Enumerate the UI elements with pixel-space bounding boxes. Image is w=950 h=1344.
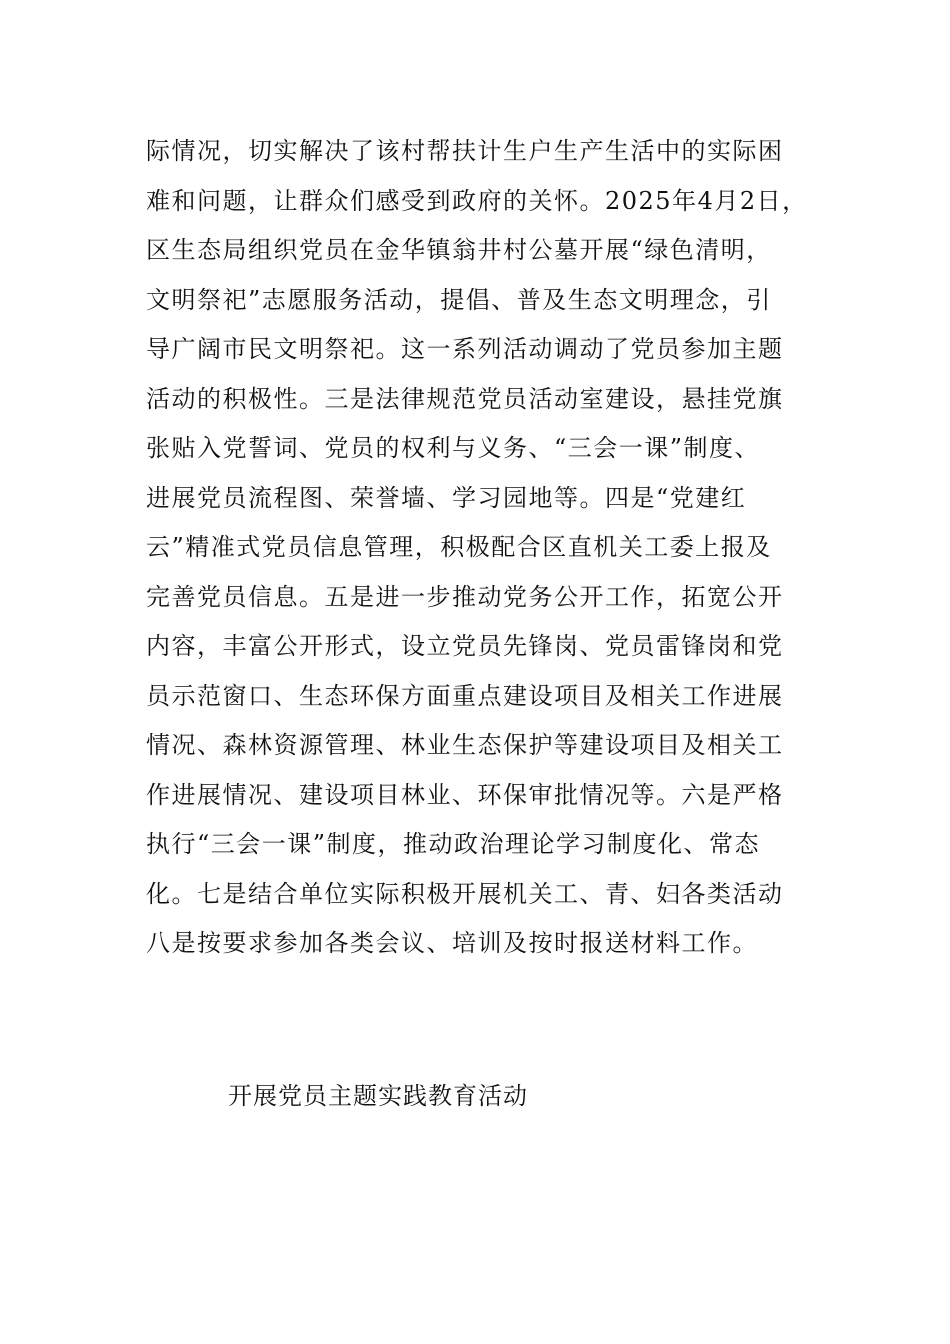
text-line: 化。七是结合单位实际积极开展机关工、青、妇各类活动 — [146, 879, 784, 908]
text-line: 张贴入党誓词、党员的权利与义务、“三会一课”制度、 — [146, 434, 761, 462]
text-line: 完善党员信息。五是进一步推动党务公开工作，拓宽公开 — [146, 582, 784, 611]
text-line: 情况、森林资源管理、林业生态保护等建设项目及相关工 — [146, 731, 784, 759]
text-line: 难和问题，让群众们感受到政府的关怀。2025年4月2日， — [146, 186, 808, 215]
text-line: 文明祭祀”志愿服务活动，提倡、普及生态文明理念，引 — [146, 285, 772, 314]
text-line: 际情况，切实解决了该村帮扶计生户生产生活中的实际困 — [146, 137, 784, 165]
text-line: 区生态局组织党员在金华镇翁井村公墓开展“绿色清明， — [146, 236, 772, 264]
section-title: 开展党员主题实践教育活动 — [228, 1082, 528, 1110]
text-line: 内容，丰富公开形式，设立党员先锋岗、党员雷锋岗和党 — [146, 632, 784, 660]
text-line: 云”精准式党员信息管理，积极配合区直机关工委上报及 — [146, 533, 772, 561]
text-line: 作进展情况、建设项目林业、环保审批情况等。六是严格 — [146, 780, 784, 809]
text-line: 进展党员流程图、荣誉墙、学习园地等。四是“党建红 — [146, 483, 747, 512]
text-line: 执行“三会一课”制度，推动政治理论学习制度化、常态 — [146, 830, 761, 858]
text-line: 员示范窗口、生态环保方面重点建设项目及相关工作进展 — [146, 681, 784, 710]
text-line: 导广阔市民文明祭祀。这一系列活动调动了党员参加主题 — [146, 335, 784, 363]
body-paragraph — [146, 127, 836, 969]
text-line: 八是按要求参加各类会议、培训及按时报送材料工作。 — [146, 929, 758, 957]
text-line: 活动的积极性。三是法律规范党员活动室建设，悬挂党旗 — [146, 384, 784, 413]
